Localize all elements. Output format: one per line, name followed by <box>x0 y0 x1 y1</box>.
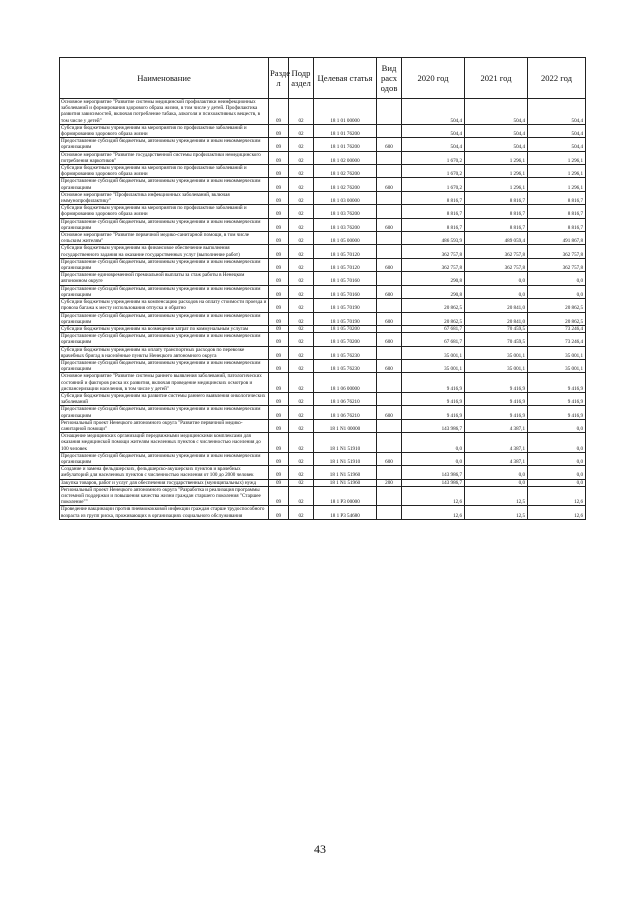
row-value-2022: 8 816,7 <box>528 205 586 218</box>
row-expense-type <box>377 506 402 519</box>
row-value-2021: 504,4 <box>465 99 528 125</box>
table-body <box>60 99 586 520</box>
row-value-2022: 12,6 <box>528 486 586 506</box>
row-target-article: 18 1 06 00000 <box>314 373 377 393</box>
row-value-2020: 67 681,7 <box>402 325 465 332</box>
row-value-2021: 12,5 <box>465 486 528 506</box>
header-expense-type: Вид расх одов <box>377 58 402 99</box>
row-target-article: 18 1 02 76200 <box>314 165 377 178</box>
row-razdel: 09 <box>269 191 289 204</box>
row-expense-type <box>377 466 402 479</box>
row-razdel: 09 <box>269 165 289 178</box>
row-name: Предоставление субсидий бюджетным, автономным учреждениям и иным некоммерческим организациям <box>60 178 269 191</box>
header-year-2020: 2020 год <box>402 58 465 99</box>
row-razdel: 09 <box>269 99 289 125</box>
row-name: Проведение вакцинации против пневмококковой инфекции граждан старше трудоспособного возраста из групп риска, проживающих в организациях социального обслуживания <box>60 506 269 519</box>
row-podrazdel: 02 <box>289 466 314 479</box>
row-razdel: 09 <box>269 479 289 486</box>
row-value-2021: 9 416,9 <box>465 392 528 405</box>
row-target-article: 18 1 05 70200 <box>314 333 377 346</box>
row-value-2020: 20 862,5 <box>402 312 465 325</box>
row-podrazdel: 02 <box>289 392 314 405</box>
row-value-2021: 70 459,5 <box>465 325 528 332</box>
row-value-2021: 70 459,5 <box>465 333 528 346</box>
row-name: Предоставление субсидий бюджетным, автономным учреждениям и иным некоммерческим организациям <box>60 333 269 346</box>
table-row <box>60 373 586 393</box>
table-row <box>60 433 586 453</box>
row-podrazdel: 02 <box>289 285 314 298</box>
row-expense-type: 600 <box>377 178 402 191</box>
header-name: Наименование <box>60 58 269 99</box>
row-podrazdel: 02 <box>289 272 314 285</box>
row-razdel: 09 <box>269 151 289 164</box>
row-name: Субсидии бюджетным учреждениям на компенсацию расходов на оплату стоимости проезда и провоза багажа к месту использования отпуска и обратно <box>60 299 269 312</box>
row-value-2022: 504,4 <box>528 99 586 125</box>
row-podrazdel: 02 <box>289 99 314 125</box>
row-expense-type: 600 <box>377 406 402 419</box>
row-value-2021: 1 296,1 <box>465 178 528 191</box>
row-value-2020: 504,4 <box>402 124 465 137</box>
table-row <box>60 392 586 405</box>
row-podrazdel: 02 <box>289 325 314 332</box>
table-row <box>60 419 586 432</box>
table-row <box>60 325 586 332</box>
row-expense-type <box>377 419 402 432</box>
row-name: Предоставление субсидий бюджетным, автономным учреждениям и иным некоммерческим организациям <box>60 452 269 465</box>
row-target-article: 18 1 05 70200 <box>314 325 377 332</box>
table-row <box>60 232 586 245</box>
row-expense-type <box>377 272 402 285</box>
row-target-article: 18 1 01 76200 <box>314 124 377 137</box>
row-name: Предоставление субсидий бюджетным, автономным учреждениям и иным некоммерческим организациям <box>60 138 269 151</box>
table-row <box>60 138 586 151</box>
row-value-2022: 35 001,1 <box>528 359 586 372</box>
row-value-2020: 8 816,7 <box>402 191 465 204</box>
row-target-article: 18 1 01 00000 <box>314 99 377 125</box>
row-razdel: 09 <box>269 312 289 325</box>
table-row <box>60 406 586 419</box>
row-podrazdel: 02 <box>289 218 314 231</box>
row-expense-type <box>377 191 402 204</box>
row-value-2021: 8 816,7 <box>465 191 528 204</box>
table-row <box>60 178 586 191</box>
row-expense-type <box>377 325 402 332</box>
row-target-article: 18 1 05 70190 <box>314 299 377 312</box>
row-value-2021: 9 416,9 <box>465 373 528 393</box>
header-year-2021: 2021 год <box>465 58 528 99</box>
row-value-2022: 491 867,8 <box>528 232 586 245</box>
row-name: Региональный проект Ненецкого автономного округа "Развитие первичной медико-санитарной помощи" <box>60 419 269 432</box>
row-target-article: 18 1 03 76200 <box>314 205 377 218</box>
row-name: Предоставление субсидий бюджетным, автономным учреждениям и иным некоммерческим организациям <box>60 218 269 231</box>
table-header-row <box>60 58 586 99</box>
row-target-article: 18 1 06 76210 <box>314 406 377 419</box>
row-value-2020: 8 816,7 <box>402 205 465 218</box>
table-row <box>60 333 586 346</box>
row-value-2022: 20 862,5 <box>528 299 586 312</box>
row-podrazdel: 02 <box>289 151 314 164</box>
row-podrazdel: 02 <box>289 419 314 432</box>
row-razdel: 09 <box>269 333 289 346</box>
row-expense-type <box>377 433 402 453</box>
row-target-article: 18 1 N1 00000 <box>314 419 377 432</box>
row-name: Предоставление субсидий бюджетным, автономным учреждениям и иным некоммерческим организациям <box>60 312 269 325</box>
row-expense-type: 200 <box>377 479 402 486</box>
row-target-article: 18 1 05 76230 <box>314 346 377 359</box>
row-value-2021: 362 757,8 <box>465 258 528 271</box>
table-row <box>60 258 586 271</box>
row-value-2020: 143 986,7 <box>402 419 465 432</box>
row-podrazdel: 02 <box>289 479 314 486</box>
row-value-2020: 9 416,9 <box>402 392 465 405</box>
row-value-2020: 0,0 <box>402 433 465 453</box>
row-razdel: 09 <box>269 466 289 479</box>
row-razdel: 09 <box>269 205 289 218</box>
row-value-2021: 504,4 <box>465 124 528 137</box>
row-expense-type <box>377 299 402 312</box>
row-value-2022: 504,4 <box>528 124 586 137</box>
row-target-article: 18 1 03 00000 <box>314 191 377 204</box>
row-razdel: 09 <box>269 245 289 258</box>
row-expense-type: 600 <box>377 218 402 231</box>
row-expense-type: 600 <box>377 452 402 465</box>
row-name: Закупка товаров, работ и услуг для обеспечения государственных (муниципальных) нужд <box>60 479 269 486</box>
row-value-2020: 362 757,8 <box>402 258 465 271</box>
row-name: Оснащение медицинских организаций передвижными медицинскими комплексами для оказания медицинской помощи жителям населенных пунктов с численностью населения до 100 человек <box>60 433 269 453</box>
row-value-2020: 67 681,7 <box>402 333 465 346</box>
row-podrazdel: 02 <box>289 165 314 178</box>
row-target-article: 18 1 N1 51960 <box>314 479 377 486</box>
row-value-2020: 0,0 <box>402 452 465 465</box>
row-target-article: 18 1 N1 51910 <box>314 433 377 453</box>
row-podrazdel: 02 <box>289 406 314 419</box>
row-name: Предоставление субсидий бюджетным, автономным учреждениям и иным некоммерческим организациям <box>60 285 269 298</box>
budget-table-page <box>59 57 585 520</box>
row-razdel: 09 <box>269 272 289 285</box>
row-razdel: 09 <box>269 258 289 271</box>
row-value-2020: 486 593,9 <box>402 232 465 245</box>
header-podrazdel: Подр аздел <box>289 58 314 99</box>
row-podrazdel: 02 <box>289 124 314 137</box>
row-expense-type <box>377 245 402 258</box>
row-value-2022: 8 816,7 <box>528 191 586 204</box>
row-name: Создание и замена фельдшерских, фельдшерско-акушерских пунктов и врачебных амбулаторий для населенных пунктов с численностью населения от 100 до 2000 человек <box>60 466 269 479</box>
row-razdel: 09 <box>269 506 289 519</box>
row-razdel: 09 <box>269 218 289 231</box>
row-value-2022: 1 296,1 <box>528 178 586 191</box>
row-value-2021: 1 296,1 <box>465 151 528 164</box>
row-value-2022: 0,0 <box>528 419 586 432</box>
table-row <box>60 165 586 178</box>
row-target-article: 18 1 N1 51910 <box>314 452 377 465</box>
row-target-article: 18 1 P3 00000 <box>314 486 377 506</box>
row-name: Субсидии бюджетным учреждениям на мероприятия по профилактике заболеваний и формированию здорового образа жизни <box>60 205 269 218</box>
row-razdel: 09 <box>269 232 289 245</box>
row-value-2021: 489 059,4 <box>465 232 528 245</box>
row-razdel: 09 <box>269 406 289 419</box>
row-expense-type <box>377 205 402 218</box>
table-row <box>60 312 586 325</box>
row-value-2020: 9 416,9 <box>402 406 465 419</box>
row-expense-type <box>377 99 402 125</box>
table-row <box>60 486 586 506</box>
row-name: Предоставление субсидий бюджетным, автономным учреждениям и иным некоммерческим организациям <box>60 258 269 271</box>
row-expense-type: 600 <box>377 333 402 346</box>
row-expense-type: 600 <box>377 312 402 325</box>
table-row <box>60 245 586 258</box>
row-value-2021: 0,0 <box>465 479 528 486</box>
row-name: Предоставление субсидий бюджетным, автономным учреждениям и иным некоммерческим организациям <box>60 359 269 372</box>
row-podrazdel: 02 <box>289 506 314 519</box>
row-value-2021: 35 001,1 <box>465 346 528 359</box>
header-year-2022: 2022 год <box>528 58 586 99</box>
row-podrazdel: 02 <box>289 138 314 151</box>
row-value-2021: 20 841,0 <box>465 312 528 325</box>
row-podrazdel: 02 <box>289 191 314 204</box>
row-value-2021: 1 296,1 <box>465 165 528 178</box>
row-podrazdel: 02 <box>289 346 314 359</box>
row-value-2020: 9 416,9 <box>402 373 465 393</box>
row-value-2022: 1 296,1 <box>528 165 586 178</box>
row-value-2020: 143 986,7 <box>402 466 465 479</box>
row-value-2022: 362 757,8 <box>528 245 586 258</box>
row-expense-type <box>377 373 402 393</box>
row-name: Субсидии бюджетным учреждениям на возмещение затрат по коммунальным услугам <box>60 325 269 332</box>
row-value-2021: 0,0 <box>465 272 528 285</box>
row-target-article: 18 1 N1 51960 <box>314 466 377 479</box>
row-value-2022: 20 862,5 <box>528 312 586 325</box>
row-expense-type: 600 <box>377 258 402 271</box>
row-razdel: 09 <box>269 359 289 372</box>
row-expense-type <box>377 124 402 137</box>
row-value-2021: 8 816,7 <box>465 218 528 231</box>
row-expense-type <box>377 486 402 506</box>
row-expense-type: 600 <box>377 359 402 372</box>
row-value-2021: 4 387,1 <box>465 419 528 432</box>
row-razdel: 09 <box>269 373 289 393</box>
row-value-2021: 504,4 <box>465 138 528 151</box>
row-podrazdel: 02 <box>289 452 314 465</box>
row-value-2022: 9 416,9 <box>528 406 586 419</box>
row-razdel: 09 <box>269 178 289 191</box>
row-expense-type <box>377 232 402 245</box>
row-podrazdel: 02 <box>289 299 314 312</box>
row-value-2021: 12,5 <box>465 506 528 519</box>
row-value-2020: 35 001,1 <box>402 359 465 372</box>
row-target-article: 18 1 02 00000 <box>314 151 377 164</box>
table-row <box>60 285 586 298</box>
row-target-article: 18 1 02 76200 <box>314 178 377 191</box>
table-row <box>60 191 586 204</box>
table-row <box>60 359 586 372</box>
row-value-2022: 0,0 <box>528 466 586 479</box>
table-row <box>60 346 586 359</box>
row-target-article: 18 1 05 76230 <box>314 359 377 372</box>
row-podrazdel: 02 <box>289 205 314 218</box>
row-razdel: 09 <box>269 138 289 151</box>
row-value-2022: 73 246,4 <box>528 325 586 332</box>
table-row <box>60 124 586 137</box>
row-value-2022: 73 246,4 <box>528 333 586 346</box>
row-value-2022: 504,4 <box>528 138 586 151</box>
row-razdel: 09 <box>269 419 289 432</box>
row-value-2022: 0,0 <box>528 272 586 285</box>
row-target-article: 18 1 01 76200 <box>314 138 377 151</box>
row-name: Субсидии бюджетным учреждениям на финансовое обеспечение выполнения государственного задания на оказание государственных услуг (выполнение работ) <box>60 245 269 258</box>
row-podrazdel: 02 <box>289 178 314 191</box>
table-row <box>60 151 586 164</box>
row-value-2022: 35 001,1 <box>528 346 586 359</box>
row-name: Основное мероприятие "Развитие системы раннего выявления заболеваний, патологических состояний и факторов риска их развития, включая проведение медицинских осмотров и диспансеризации населения, в том числе у детей" <box>60 373 269 393</box>
row-name: Субсидии бюджетным учреждениям на оплату транспортных расходов по перевозке врачебных бригад в населённые пункты Ненецкого автономного округа <box>60 346 269 359</box>
row-name: Субсидии бюджетным учреждениям на мероприятия по профилактике заболеваний и формированию здорового образа жизни <box>60 124 269 137</box>
row-podrazdel: 02 <box>289 312 314 325</box>
row-value-2020: 1 670,2 <box>402 165 465 178</box>
row-value-2020: 504,4 <box>402 138 465 151</box>
table-row <box>60 99 586 125</box>
row-podrazdel: 02 <box>289 232 314 245</box>
row-podrazdel: 02 <box>289 333 314 346</box>
row-razdel: 09 <box>269 325 289 332</box>
table-row <box>60 452 586 465</box>
row-target-article: 18 1 05 70190 <box>314 312 377 325</box>
row-razdel: 09 <box>269 452 289 465</box>
row-value-2022: 0,0 <box>528 452 586 465</box>
table-row <box>60 506 586 519</box>
row-name: Субсидии бюджетным учреждениям на развитие системы раннего выявления онкологических заболеваний <box>60 392 269 405</box>
row-target-article: 18 1 03 76200 <box>314 218 377 231</box>
header-razdel: Разде л <box>269 58 289 99</box>
table-row <box>60 466 586 479</box>
row-value-2020: 290,8 <box>402 285 465 298</box>
row-value-2020: 20 862,5 <box>402 299 465 312</box>
row-name: Основное мероприятие "Развитие системы медицинской профилактики неинфекционных заболеваний и формирования здорового образа жизни, в том числе у детей. Профилактика развития зависимостей, включая потребление табака, алкоголя и психоактивных веществ, в том числе у детей" <box>60 99 269 125</box>
row-value-2021: 35 001,1 <box>465 359 528 372</box>
row-name: Предоставление единовременной премиальной выплаты за стаж работы в Ненецком автономном округе <box>60 272 269 285</box>
header-target-article: Целевая статья <box>314 58 377 99</box>
row-podrazdel: 02 <box>289 433 314 453</box>
row-value-2022: 0,0 <box>528 479 586 486</box>
row-target-article: 18 1 05 70160 <box>314 272 377 285</box>
row-target-article: 18 1 05 70120 <box>314 258 377 271</box>
row-razdel: 09 <box>269 392 289 405</box>
row-target-article: 18 1 05 00000 <box>314 232 377 245</box>
row-value-2020: 504,4 <box>402 99 465 125</box>
row-value-2020: 12,6 <box>402 486 465 506</box>
row-podrazdel: 02 <box>289 258 314 271</box>
row-value-2022: 0,0 <box>528 285 586 298</box>
table-row <box>60 299 586 312</box>
row-razdel: 09 <box>269 486 289 506</box>
row-value-2020: 35 001,1 <box>402 346 465 359</box>
page-number: 43 <box>314 842 326 856</box>
row-value-2021: 362 757,8 <box>465 245 528 258</box>
row-podrazdel: 02 <box>289 359 314 372</box>
row-value-2022: 0,0 <box>528 433 586 453</box>
row-expense-type: 600 <box>377 285 402 298</box>
row-target-article: 18 1 05 70160 <box>314 285 377 298</box>
row-razdel: 09 <box>269 124 289 137</box>
row-expense-type <box>377 165 402 178</box>
row-value-2022: 1 296,1 <box>528 151 586 164</box>
row-value-2022: 12,6 <box>528 506 586 519</box>
budget-table <box>59 57 586 520</box>
row-podrazdel: 02 <box>289 486 314 506</box>
row-podrazdel: 02 <box>289 373 314 393</box>
row-target-article: 18 1 P3 54680 <box>314 506 377 519</box>
row-razdel: 09 <box>269 433 289 453</box>
row-name: Субсидии бюджетным учреждениям на мероприятия по профилактике заболеваний и формированию здорового образа жизни <box>60 165 269 178</box>
row-value-2020: 143 986,7 <box>402 479 465 486</box>
row-value-2021: 0,0 <box>465 466 528 479</box>
row-name: Предоставление субсидий бюджетным, автономным учреждениям и иным некоммерческим организациям <box>60 406 269 419</box>
row-expense-type <box>377 346 402 359</box>
table-row <box>60 205 586 218</box>
table-row <box>60 479 586 486</box>
row-value-2022: 9 416,9 <box>528 392 586 405</box>
row-name: Региональный проект Ненецкого автономного округа "Разработка и реализация программы системной поддержки и повышения качества жизни граждан старшего поколения "Старшее поколение"" <box>60 486 269 506</box>
row-value-2022: 362 757,8 <box>528 258 586 271</box>
row-name: Основное мероприятие "Развитие государственной системы профилактики немедицинского потребления наркотиков" <box>60 151 269 164</box>
table-row <box>60 272 586 285</box>
row-value-2020: 362 757,8 <box>402 245 465 258</box>
row-value-2021: 8 816,7 <box>465 205 528 218</box>
row-value-2020: 1 670,2 <box>402 178 465 191</box>
row-value-2021: 4 387,1 <box>465 433 528 453</box>
row-value-2020: 12,6 <box>402 506 465 519</box>
row-razdel: 09 <box>269 346 289 359</box>
row-target-article: 18 1 06 76210 <box>314 392 377 405</box>
table-row <box>60 218 586 231</box>
row-value-2021: 9 416,9 <box>465 406 528 419</box>
row-razdel: 09 <box>269 285 289 298</box>
row-razdel: 09 <box>269 299 289 312</box>
row-value-2020: 1 670,2 <box>402 151 465 164</box>
row-value-2021: 0,0 <box>465 285 528 298</box>
row-value-2022: 9 416,9 <box>528 373 586 393</box>
row-expense-type <box>377 392 402 405</box>
row-target-article: 18 1 05 70120 <box>314 245 377 258</box>
row-expense-type: 600 <box>377 138 402 151</box>
row-expense-type <box>377 151 402 164</box>
row-value-2020: 8 816,7 <box>402 218 465 231</box>
row-name: Основное мероприятие "Профилактика инфекционных заболеваний, включая иммунопрофилактику" <box>60 191 269 204</box>
row-value-2020: 290,8 <box>402 272 465 285</box>
row-value-2022: 8 816,7 <box>528 218 586 231</box>
row-name: Основное мероприятие "Развитие первичной медико-санитарной помощи, в том числе сельским жителям" <box>60 232 269 245</box>
row-podrazdel: 02 <box>289 245 314 258</box>
row-value-2021: 20 841,0 <box>465 299 528 312</box>
row-value-2021: 4 387,1 <box>465 452 528 465</box>
